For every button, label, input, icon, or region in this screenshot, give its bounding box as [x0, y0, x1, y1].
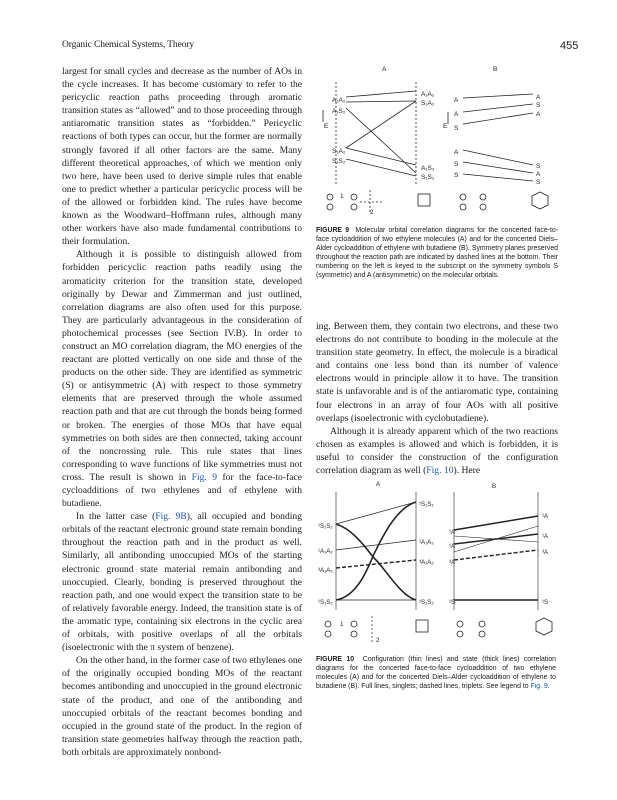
figure-9-diagram [318, 62, 558, 220]
fig9-a-line [346, 101, 416, 102]
fig10-a-right-4: ¹S₁S₂ [419, 599, 434, 606]
paragraph-6 [316, 425, 558, 477]
paragraph-3 [62, 510, 302, 654]
fig9-b-right-2: S [536, 102, 541, 109]
paragraph-2 [62, 248, 302, 510]
paragraph-text: for the face-to-face cycloadditions of two ethylenes and of ethylene with butadiene. [62, 471, 302, 510]
fig10-b-right-2: ¹A [542, 533, 549, 540]
paragraph-text: largest for small cycles and decrease as the number of AOs in the cycle increases. It has become customary to refer to the pericyclic reaction paths proceeding through aromatic transition states as “allowed” and to those proceeding through antiaromatic transition states as “forbidden.” Pericyclic reactions of both types can occur, but the former are normally strongly favored if all other factors are the same. Many different theoretical approaches, of which we mention only two here, have been used to derive simple rules that enable one to predict whether a particular pericyclic process will be of the allowed or forbidden kind. The rules have become known as the Woodward–Hoffmann rules, although many other workers have also made fundamental contributions to their formulation. [62, 66, 302, 248]
fig10-a-left-2: ¹A₁A₂ [318, 548, 333, 555]
page-number: 455 [560, 40, 579, 52]
right-column [316, 320, 558, 477]
fig10-b-left-3: ³A [449, 559, 456, 566]
fig10-orbital [479, 631, 485, 637]
fig9-a-line [346, 91, 416, 97]
figure-10-label: FIGURE 10 [316, 656, 355, 663]
fig9-orbital [480, 194, 486, 200]
fig10-panel-a: A [376, 481, 381, 488]
fig9-a-line [346, 148, 416, 165]
fig10-link[interactable]: Fig. 10 [426, 465, 454, 477]
paragraph-text: ), all occupied and bonding orbitals of the reactant electronic ground state remain bonding throughout the reaction path and in the product as well. Similarly, all antibonding unoccupied MOs of the starting electronic ground state material remain antibonding and unoccupied. Clearly, bonding is preserved throughout the reaction path, and one would expect the transition state to be of relatively favorable energy. Indeed, the transition state is of the aromatic type, containing six electrons in the cyclic area of orbitals, with positive overlaps of all the orbitals (isoelectronic with the π system of benzene). [62, 511, 303, 654]
figure-9-caption-text: Molecular orbital correlation diagrams for the concerted face-to-face cycloaddition of two ethylene molecules (A) and for the concerted Diels–Alder cycloaddition of ethylene with butadiene (B). Symmetry planes preserved throughout the reaction path are indicated by dashed lines at the bottom. Their numbering on the left is keyed to the subscript on the symmetry symbols S (symmetric) and A (antisymmetric) on the molecular orbitals. [316, 227, 559, 280]
fig9-b-left-3: S [454, 125, 459, 132]
fig9-orbital [460, 194, 466, 200]
fig9-b-left-4: A [454, 149, 459, 156]
fig10-b-right-4: ¹S [542, 599, 549, 606]
fig9-orbital [351, 204, 357, 210]
fig10-b-left-4: ¹S [449, 599, 456, 606]
fig10-orbital [325, 621, 331, 627]
fig9-orbital [480, 204, 486, 210]
fig9-b-line [463, 104, 533, 112]
fig9-plane-2: 2 [370, 209, 374, 216]
left-column [62, 65, 302, 759]
fig9-link[interactable]: Fig. 9 [191, 471, 218, 483]
fig9-energy-b: E [443, 123, 448, 130]
fig9-a-line [346, 159, 416, 176]
fig9-cyclobutane [418, 194, 430, 206]
fig9-a-left-1: A₁A₂ [332, 97, 346, 104]
fig10-a-left-1: ¹S₁S₂ [318, 523, 333, 530]
fig9-orbital [460, 204, 466, 210]
fig10-a-config [336, 502, 416, 524]
figure-10-diagram [316, 478, 558, 650]
fig10-cyclohexene [536, 618, 552, 635]
fig10-a-state-curve [336, 502, 416, 600]
fig10-a-right-2: ¹A₁A₂ [419, 539, 434, 546]
fig9-b-right-1: A [536, 94, 541, 101]
fig9-b-right-4: S [536, 163, 541, 170]
fig10-b-left-1: ¹A [449, 529, 456, 536]
paragraph-text: In the latter case ( [76, 511, 156, 523]
fig9-orbital [327, 204, 333, 210]
fig10-cyclobutane [416, 620, 428, 632]
fig9-plane-1: 1 [340, 193, 344, 200]
running-title: Organic Chemical Systems, Theory [62, 40, 195, 50]
fig10-b-left-2: ¹A [449, 543, 456, 550]
fig9-b-line [463, 113, 533, 124]
fig9-energy-a: E [324, 123, 329, 130]
fig9-panel-b: B [493, 66, 498, 73]
fig10-b-right-3: ³A [542, 549, 549, 556]
paragraph-5 [316, 320, 558, 425]
fig9-cyclohexene [532, 192, 548, 209]
fig10-a-triplet [336, 560, 416, 568]
paragraph-text: Although it is already apparent which of the two reactions chosen as examples is allowed and which is forbidden, it is useful to consider the construction of the configuration correlation diagram as well ( [316, 425, 558, 477]
fig9b-link[interactable]: Fig. 9B [155, 511, 187, 523]
fig10-a-left-4: ¹S₁S₂ [318, 599, 333, 606]
fig9-b-left-5: S [454, 161, 459, 168]
fig10-orbital [351, 631, 357, 637]
paragraph-4 [62, 654, 302, 759]
fig9-a-right-3: A₁S₂ [421, 165, 435, 172]
fig9-caption-link[interactable]: Fig. 9 [530, 683, 548, 691]
figure-10-caption-text: Configuration (thin lines) and state (thick lines) correlation diagrams for the concerted face-to-face cycloaddition of two ethylene molecules (A) and for the concerted Diels–Alder cycloaddition of ethylene to butadiene (B). Full lines, singlets; dashed lines, triplets. See legend to [316, 656, 556, 691]
fig9-panel-a: A [382, 66, 387, 73]
fig9-a-right-4: S₁S₂ [421, 174, 435, 181]
fig10-a-left-3: ³A₁A₂ [318, 567, 333, 574]
figure-10-caption [316, 655, 556, 691]
paragraph-text: ing. Between them, they contain two electrons, and these two electrons do not contribute to bonding in the molecule at the transition state geometry. In effect, the molecule is a biradical and contains one less bond than its number of valence electrons would in principle allow it to have. The transition state is unfavorable and is of the antiaromatic type, containing four electrons in an array of four AOs with all positive overlaps (isoelectronic with cyclobutadiene). [316, 321, 558, 424]
fig9-b-right-3: A [536, 111, 541, 118]
fig9-a-right-1: A₁A₂ [421, 91, 435, 98]
fig9-a-left-4: S₁S₂ [332, 158, 346, 165]
fig10-panel-b: B [492, 483, 497, 490]
fig9-a-left-3: S₁A₂ [332, 148, 346, 155]
paragraph-text: On the other hand, in the former case of two ethylenes one of the originally occupied bonding MOs of the reactant becomes antibonding and unoccupied in the ground electronic state of the product, and one of the antibonding and unoccupied orbitals of the reactant becomes bonding and occupied in the ground state of the product. In the region of transition state geometries halfway through the reaction path, both orbitals are approximately nonbond- [62, 655, 302, 758]
figure-9-label: FIGURE 9 [316, 227, 350, 234]
fig10-orbital [457, 621, 463, 627]
fig10-b-config [454, 526, 538, 552]
fig10-orbital [325, 631, 331, 637]
fig9-b-left-1: A [454, 97, 459, 104]
paragraph-text: Although it is possible to distinguish allowed from forbidden pericyclic reaction paths readily using the aromaticity criterion for the transition state, developed originally by Dewar and Zimmerman and just outlined, correlation diagrams are also often used for this purpose. They are particularly advantageous in the consideration of photochemical processes (see Section IV.B). In order to construct an MO correlation diagram, the MO energies of the reactant are plotted vertically on one side and those of the products on the other side. They are identified as symmetric (S) or antisymmetric (A) with respect to those symmetry elements that are preserved through the whole assumed reaction path and that are cut through the bonds being formed or broken. The energies of those MOs that have equal symmetries on both sides are then connected, taking account of the noncrossing rule. This rule states that lines corresponding to wave functions of like symmetries must not cross. The result is shown in [62, 249, 302, 483]
fig9-b-left-2: A [454, 111, 459, 118]
fig10-b-triplet [454, 550, 538, 560]
fig9-b-line [463, 174, 533, 181]
fig10-plane-1: 1 [340, 621, 344, 628]
fig10-a-right-1: ¹S₁S₂ [419, 501, 434, 508]
fig9-b-right-5: A [536, 171, 541, 178]
fig9-b-line [463, 94, 533, 98]
fig9-a-left-2: A₁S₂ [332, 108, 346, 115]
fig10-orbital [457, 631, 463, 637]
fig9-b-left-6: S [454, 172, 459, 179]
fig9-orbital [327, 194, 333, 200]
paragraph-1 [62, 65, 302, 248]
figure-10-caption-end: . [547, 683, 550, 691]
fig10-orbital [351, 621, 357, 627]
fig10-plane-2: 2 [376, 637, 380, 644]
fig10-a-right-3: ³A₁A₂ [419, 559, 434, 566]
fig9-orbital [351, 194, 357, 200]
paragraph-text: ). Here [453, 465, 481, 477]
fig9-b-line [463, 150, 533, 165]
fig9-b-line [463, 162, 533, 173]
fig10-b-state [454, 516, 538, 530]
fig10-b-right-1: ¹A [542, 513, 549, 520]
fig9-b-right-6: S [536, 179, 541, 186]
fig9-a-right-2: S₁A₂ [421, 100, 435, 107]
figure-9-caption [316, 226, 558, 281]
fig10-orbital [479, 621, 485, 627]
fig10-a-state-curve [336, 524, 416, 600]
